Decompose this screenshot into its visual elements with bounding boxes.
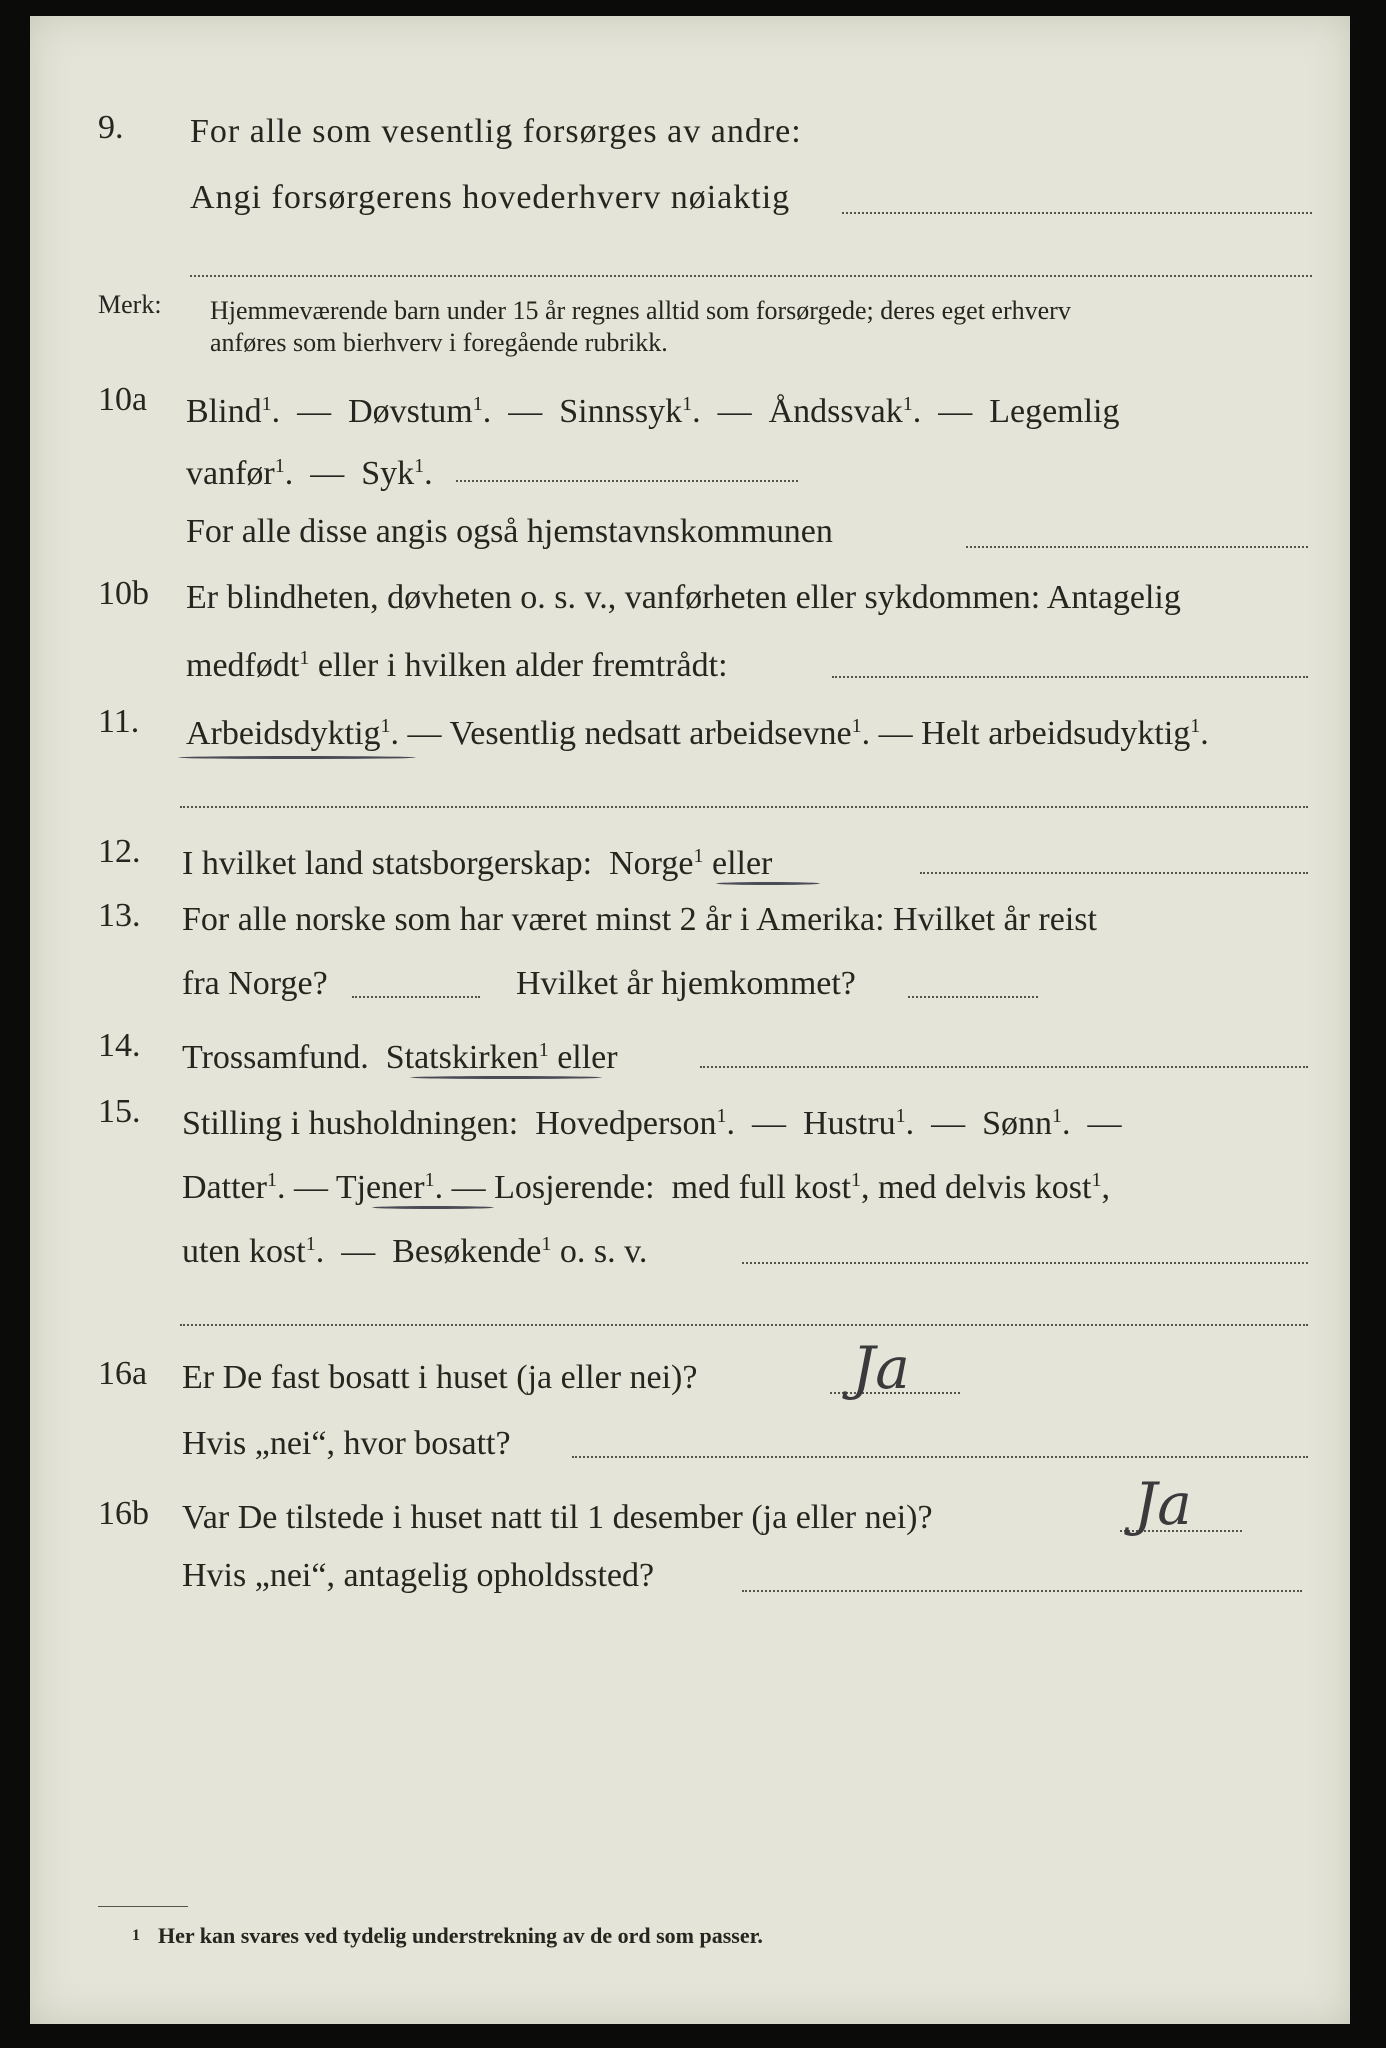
footnote-ref: 1 bbox=[895, 1105, 906, 1127]
q16b-opholdssted-line[interactable] bbox=[742, 1590, 1302, 1592]
footnote-ref: 1 bbox=[682, 393, 693, 415]
q10b-answer-line[interactable] bbox=[832, 676, 1308, 678]
q13-number: 13. bbox=[98, 897, 141, 934]
q16a-line2: Hvis „nei“, hvor bosatt? bbox=[182, 1425, 511, 1462]
dash: — bbox=[407, 715, 442, 752]
footnote-ref: 1 bbox=[902, 393, 913, 415]
q10a-answer-line[interactable] bbox=[456, 480, 798, 482]
option-vanfor: vanfør bbox=[186, 455, 275, 492]
dash: — bbox=[752, 1105, 787, 1142]
option-besokende: Besøkende bbox=[392, 1233, 542, 1270]
option-legemlig: Legemlig bbox=[989, 393, 1120, 430]
q14-text: Trossamfund. bbox=[182, 1039, 369, 1076]
option-norge: Norge bbox=[609, 845, 694, 882]
q13-line2b: Hvilket år hjemkommet? bbox=[516, 965, 856, 1002]
footnote-ref: 1 bbox=[851, 1169, 861, 1191]
q11-line: Arbeidsdyktig$^1$. — Vesentlig nedsatt arbeidsevne$^1$. — Helt arbeidsudyktig$^1$. bbox=[186, 715, 1209, 752]
q16b-handwritten-answer: Ja bbox=[1134, 1470, 1192, 1538]
footnote-ref: 1 bbox=[414, 455, 425, 477]
option-medfodt: medfødt bbox=[186, 647, 300, 684]
q15-line1: Stilling i husholdningen: Hovedperson$^1$. — Hustru$^1$. — Sønn$^1$. — bbox=[182, 1105, 1122, 1142]
q10a-number: 10a bbox=[98, 381, 148, 418]
q13-line1: For alle norske som har været minst 2 år i Amerika: Hvilket år reist bbox=[182, 901, 1097, 938]
option-uten-kost: uten kost bbox=[182, 1233, 306, 1270]
option-dovstum: Døvstum bbox=[348, 393, 473, 430]
footnote-ref: 1 bbox=[424, 1169, 435, 1191]
q12-answer-line[interactable] bbox=[920, 872, 1308, 874]
merk-label: Merk: bbox=[98, 290, 162, 319]
q9-answer-line-2[interactable] bbox=[190, 275, 1312, 277]
footnote-mark: 1 bbox=[132, 1927, 140, 1944]
option-hustru: Hustru bbox=[803, 1105, 896, 1142]
footnote-ref: 1 bbox=[541, 1233, 552, 1255]
handwritten-underline-norge bbox=[716, 882, 820, 885]
q15-answer-line-2[interactable] bbox=[180, 1324, 1308, 1326]
option-arbeidsdyktig: Arbeidsdyktig bbox=[186, 715, 381, 752]
q10a-kommune-line[interactable] bbox=[966, 546, 1308, 548]
dash: — bbox=[717, 393, 752, 430]
footnote-ref: 1 bbox=[716, 1105, 727, 1127]
option-sonn: Sønn bbox=[982, 1105, 1053, 1142]
q11-number: 11. bbox=[98, 703, 140, 740]
footnote-ref: 1 bbox=[266, 1169, 277, 1191]
q13-reist-line[interactable] bbox=[352, 996, 480, 998]
q9-line2: Angi forsørgerens hovederhverv nøiaktig bbox=[190, 179, 791, 216]
option-losjerende: Losjerende: bbox=[494, 1169, 655, 1206]
option-tjener: Tjener bbox=[335, 1169, 425, 1206]
option-eller: eller bbox=[557, 1039, 618, 1076]
q11-answer-line[interactable] bbox=[180, 806, 1308, 808]
q10b-number: 10b bbox=[98, 575, 149, 612]
footnote-text: Her kan svares ved tydelig understrekning av de ord som passer. bbox=[158, 1923, 763, 1948]
option-hovedperson: Hovedperson bbox=[535, 1105, 717, 1142]
q16b-line2: Hvis „nei“, antagelig opholdssted? bbox=[182, 1557, 655, 1594]
option-full-kost: med full kost bbox=[671, 1169, 851, 1206]
q10a-line3: For alle disse angis også hjemstavnskommunen bbox=[186, 513, 833, 550]
option-sinnssyk: Sinnssyk bbox=[559, 393, 683, 430]
footnote-divider bbox=[98, 1906, 188, 1907]
q15-number: 15. bbox=[98, 1093, 141, 1130]
dash: — bbox=[508, 393, 543, 430]
footnote-ref: 1 bbox=[1091, 1169, 1102, 1191]
footnote-ref: 1 bbox=[1052, 1105, 1063, 1127]
q9-answer-line[interactable] bbox=[842, 212, 1312, 214]
merk-line1: Hjemmeværende barn under 15 år regnes alltid som forsørgede; deres eget erhverv bbox=[210, 296, 1071, 325]
dash: — bbox=[297, 393, 332, 430]
q14-answer-line[interactable] bbox=[700, 1066, 1308, 1068]
q10b-line1: Er blindheten, døvheten o. s. v., vanførheten eller sykdommen: Antagelig bbox=[186, 579, 1181, 616]
option-syk: Syk bbox=[361, 455, 415, 492]
q16b-line1: Var De tilstede i huset natt til 1 desember (ja eller nei)? bbox=[182, 1499, 933, 1536]
option-statskirken: Statskirken bbox=[385, 1039, 539, 1076]
merk-line2: anføres som bierhverv i foregående rubrikk. bbox=[210, 328, 668, 357]
dash: — bbox=[341, 1233, 376, 1270]
q9-line1: For alle som vesentlig forsørges av andre: bbox=[190, 113, 802, 150]
dash: — bbox=[878, 715, 913, 752]
q16a-handwritten-answer: Ja bbox=[852, 1334, 910, 1402]
footnote-ref: 1 bbox=[299, 647, 310, 669]
option-delvis-kost: med delvis kost bbox=[878, 1169, 1092, 1206]
dash: — bbox=[293, 1169, 328, 1206]
q10b-line2-rest: eller i hvilken alder fremtrådt: bbox=[317, 647, 728, 684]
handwritten-underline-statskirken bbox=[410, 1076, 602, 1079]
q10a-line1: Blind$^1$. — Døvstum$^1$. — Sinnssyk$^1$. — Åndssvak$^1$. — Legemlig bbox=[186, 393, 1120, 430]
q10a-line2: vanfør$^1$. — Syk$^1$. bbox=[186, 455, 433, 492]
q13-hjemkommet-line[interactable] bbox=[908, 996, 1038, 998]
q15-line2: Datter$^1$. — Tjener$^1$. — Losjerende: med full kost$^1$, med delvis kost$^1$, bbox=[182, 1169, 1110, 1206]
q12-line bbox=[182, 836, 772, 884]
q13-line2a: fra Norge? bbox=[182, 965, 328, 1002]
option-nedsatt: Vesentlig nedsatt arbeidsevne bbox=[449, 715, 852, 752]
dash: — bbox=[310, 455, 345, 492]
footnote-ref: 1 bbox=[851, 715, 862, 737]
q16a-line1: Er De fast bosatt i huset (ja eller nei)? bbox=[182, 1359, 698, 1396]
q15-line3: uten kost$^1$. — Besøkende$^1$ o. s. v. bbox=[182, 1233, 648, 1270]
dash: — bbox=[938, 393, 973, 430]
dash: — bbox=[451, 1169, 486, 1206]
handwritten-underline-arbeidsdyktig bbox=[178, 756, 416, 759]
option-blind: Blind bbox=[186, 393, 262, 430]
q12-number: 12. bbox=[98, 833, 141, 870]
footnote-ref: 1 bbox=[472, 393, 483, 415]
q12-text: I hvilket land statsborgerskap: bbox=[182, 845, 593, 882]
footnote-ref: 1 bbox=[1190, 715, 1201, 737]
q15-answer-line[interactable] bbox=[742, 1262, 1308, 1264]
dash: — bbox=[1087, 1105, 1122, 1142]
q14-line bbox=[182, 1030, 618, 1078]
q15-text: Stilling i husholdningen: bbox=[182, 1105, 519, 1142]
footnote-ref: 1 bbox=[380, 715, 391, 737]
footnote-ref: 1 bbox=[274, 455, 285, 477]
q9-number: 9. bbox=[98, 109, 124, 146]
option-osv: o. s. v. bbox=[559, 1233, 648, 1270]
handwritten-underline-tjener bbox=[372, 1206, 494, 1209]
option-datter: Datter bbox=[182, 1169, 267, 1206]
footnote-ref: 1 bbox=[305, 1233, 316, 1255]
dash: — bbox=[931, 1105, 966, 1142]
q14-number: 14. bbox=[98, 1027, 141, 1064]
q16a-bosatt-line[interactable] bbox=[572, 1456, 1308, 1458]
q10b-line2 bbox=[186, 638, 728, 686]
option-andssvak: Åndssvak bbox=[768, 393, 903, 430]
q16b-number: 16b bbox=[98, 1495, 149, 1532]
option-udyktig: Helt arbeidsudyktig bbox=[921, 715, 1191, 752]
footnote-ref: 1 bbox=[261, 393, 272, 415]
footnote-ref: 1 bbox=[693, 845, 704, 867]
option-eller: eller bbox=[711, 845, 773, 882]
footnote-ref: 1 bbox=[538, 1039, 549, 1061]
q16a-number: 16a bbox=[98, 1355, 148, 1392]
